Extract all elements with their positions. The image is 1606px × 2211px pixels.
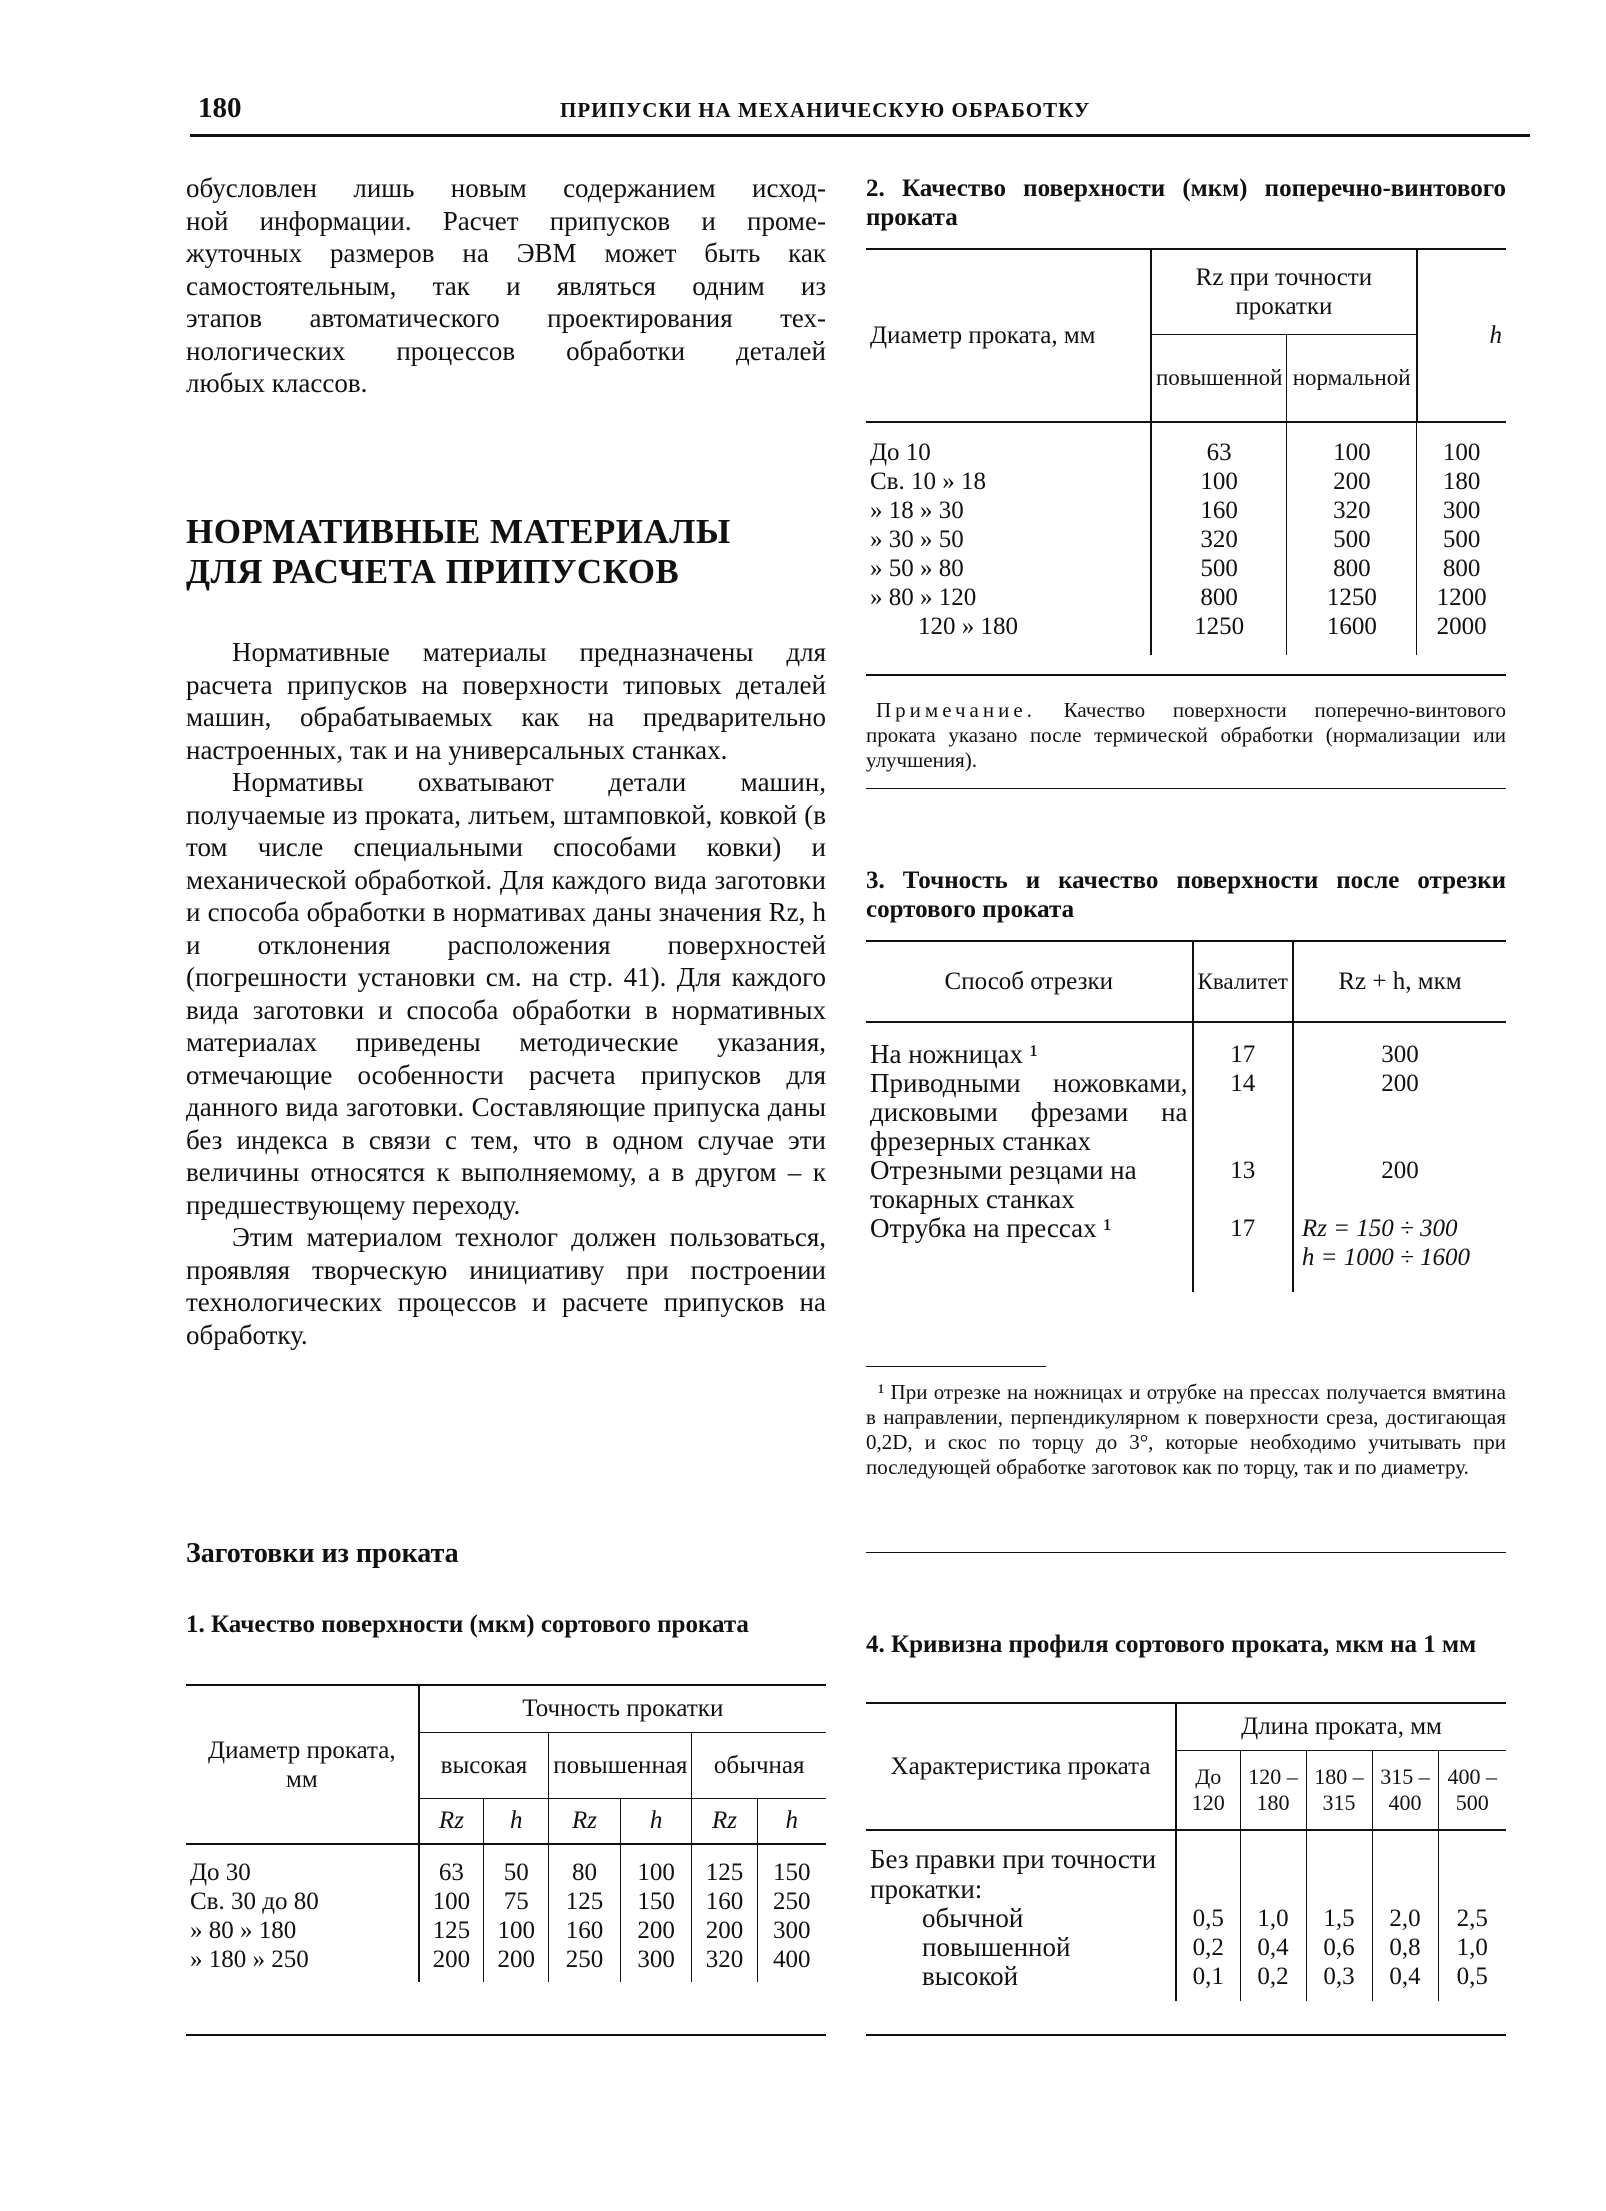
intro-line: самостоятельным, так и являться одним из: [186, 270, 826, 301]
table3-cell: На ножницах ¹: [870, 1039, 1038, 1069]
note-rule: [866, 788, 1506, 789]
table2-cell: 800: [1287, 554, 1417, 583]
table-row: [866, 1904, 1506, 1933]
table2-cell: 500: [1417, 525, 1506, 554]
paragraph: Этим материалом технолог должен пользоваться, проявляя творческую инициативу при построении технологических процессов и расчете припусков на обработку.: [186, 1222, 826, 1350]
table2-cell: До 10: [870, 439, 931, 466]
table1-cell: » 80 » 180: [190, 1917, 297, 1944]
table2-cell: 500: [1287, 525, 1417, 554]
table2-cell: 800: [1417, 554, 1506, 583]
intro-line: этапов автоматического проектирования тех-: [186, 303, 826, 333]
table4-col: 180 – 315: [1306, 1750, 1372, 1830]
table1-bottom-rule: [186, 2034, 826, 2036]
table4-bottom-rule: [866, 2034, 1506, 2036]
table-row: [866, 1040, 1506, 1069]
table3-cell: 17: [1193, 1214, 1293, 1292]
table2-cell: » 30 » 50: [870, 526, 964, 553]
table3-col-rz: Rz + h, мкм: [1293, 942, 1506, 1022]
table2-cell: Св. 10 » 18: [870, 468, 986, 495]
table4-cell: 2,0: [1372, 1904, 1438, 1933]
table-row: [186, 1858, 826, 1887]
table4-cell: повышенной: [922, 1932, 1071, 1962]
table1-rz: Rz: [692, 1798, 757, 1844]
table1-rz: Rz: [419, 1798, 484, 1844]
table1-cell: 200: [692, 1916, 757, 1945]
table3-footnote: ¹ При отрезке на ножницах и отрубке на прессах получается вмятина в направлении, перпендикулярном к поверхности среза, достигающая 0,2D, и скос по торцу до 3°, которые необходимо учитывать при последующей обработке заготовок как по торцу, так и по диаметру.: [866, 1380, 1506, 1479]
table4-cell: 0,2: [1240, 1962, 1306, 2001]
table-row: [186, 1887, 826, 1916]
table1-cell: До 30: [190, 1859, 251, 1886]
table2-cell: 1600: [1287, 612, 1417, 655]
table2-col-diam: Диаметр проката, мм: [866, 250, 1151, 422]
note-text: Качество поверхности поперечно-винтового проката указано после термической обработки (нормализации или улучшения).: [866, 698, 1506, 772]
table4: [866, 1704, 1506, 2001]
table1-cell: 250: [757, 1887, 826, 1916]
table-row: [866, 525, 1506, 554]
table2-cell: » 80 » 120: [870, 584, 977, 611]
intro-line: нологических процессов обработки деталей: [186, 335, 826, 366]
table2-cell: 63: [1151, 438, 1287, 467]
table2-sub: нормальной: [1287, 334, 1417, 422]
table3-cell: 13: [1193, 1156, 1293, 1214]
table4-col: 120 – 180: [1240, 1750, 1306, 1830]
table3-cell: 17: [1193, 1040, 1293, 1069]
intro-line: жуточных размеров на ЭВМ может быть как: [186, 238, 826, 268]
table-row: [866, 1962, 1506, 2001]
note-label: Примечание.: [876, 698, 1036, 722]
table1-cell: 125: [419, 1916, 484, 1945]
table2-cell: 180: [1417, 467, 1506, 496]
table1-cell: 300: [620, 1945, 692, 1982]
table3-cell: 300: [1293, 1040, 1506, 1069]
table2-sub: повышенной: [1151, 334, 1287, 422]
intro-paragraph: [186, 172, 826, 400]
running-title: ПРИПУСКИ НА МЕХАНИЧЕСКУЮ ОБРАБОТКУ: [560, 98, 1091, 122]
table4-col: 400 – 500: [1438, 1750, 1506, 1830]
paragraph: Нормативы охватывают детали машин, получаемые из проката, литьем, штамповкой, ковкой (в том числе специальными способами ковки) и механической обработкой. Для каждого вида заготовки и способа обработки в нормативах даны значения Rz, h и отклонения расположения поверхностей (погрешности установки см. на стр. 41). Для каждого вида заготовки и способа обработки в нормативных материалах приведены методические указания, отмечающие особенности расчета припусков для данного вида заготовки. Составляющие припуска даны без индекса в связи с тем, что в одном случае эти величины относятся к выполняемому, а в другом – к предшествующему переходу.: [186, 767, 826, 1220]
table3-caption: 3. Точность и качество поверхности после отрезки сортового проката: [866, 867, 1506, 923]
table1-cell: Св. 30 до 80: [190, 1888, 319, 1915]
table4-cell: 0,1: [1176, 1962, 1240, 2001]
table2-cell: 1200: [1417, 583, 1506, 612]
intro-line: обусловлен лишь новым содержанием исход-: [186, 173, 826, 203]
table-row: [866, 467, 1506, 496]
table1-sub: повышенная: [549, 1732, 692, 1798]
table4-cell: 0,4: [1372, 1962, 1438, 2001]
table1-h: h: [620, 1798, 692, 1844]
table2-cell: 1250: [1287, 583, 1417, 612]
page-number: 180: [198, 92, 242, 124]
table3-cell: 200: [1293, 1156, 1506, 1214]
footnote-rule: [866, 1366, 1046, 1367]
table4-col: 315 – 400: [1372, 1750, 1438, 1830]
table1-cell: 200: [484, 1945, 549, 1982]
table1-cell: 150: [620, 1887, 692, 1916]
table3-col-method: Способ отрезки: [866, 942, 1193, 1022]
table2: [866, 250, 1506, 655]
table2-cell: 320: [1151, 525, 1287, 554]
h-range: h = 1000 ÷ 1600: [1301, 1244, 1471, 1271]
table-row: [866, 1933, 1506, 1962]
table1-cell: 75: [484, 1887, 549, 1916]
table-row: [866, 554, 1506, 583]
table2-cell: 300: [1417, 496, 1506, 525]
table1-cell: 150: [757, 1858, 826, 1887]
table2-h: h: [1417, 250, 1506, 422]
table4-caption: 4. Кривизна профиля сортового проката, мкм на 1 мм: [866, 1631, 1477, 1658]
table2-cell: » 18 » 30: [870, 497, 964, 524]
table1-sub: высокая: [419, 1732, 549, 1798]
table1-cell: 125: [549, 1887, 621, 1916]
table4-cell: высокой: [922, 1961, 1019, 1991]
table1-cell: » 180 » 250: [190, 1946, 309, 1973]
table1-cell: 400: [757, 1945, 826, 1982]
table3-cell: [1293, 1214, 1506, 1292]
table1-cell: 100: [419, 1887, 484, 1916]
table1-cell: 200: [419, 1945, 484, 1982]
table-row: [186, 1945, 826, 1982]
rz-range: Rz = 150 ÷ 300: [1301, 1215, 1458, 1242]
table2-bottom-rule: [866, 674, 1506, 676]
table2-cell: 120 » 180: [918, 613, 1018, 640]
table1-cell: 200: [620, 1916, 692, 1945]
table1: [186, 1686, 826, 1982]
table2-cell: 1250: [1151, 612, 1287, 655]
table1-cell: 250: [549, 1945, 621, 1982]
paragraph: Нормативные материалы предназначены для расчета припусков на поверхности типовых деталей машин, обрабатываемых как на предварительно настроенных, так и на универсальных станках.: [186, 637, 826, 765]
table1-col-diam: Диаметр проката, мм: [186, 1686, 419, 1844]
table4-cell: 0,6: [1306, 1933, 1372, 1962]
table1-cell: 80: [549, 1858, 621, 1887]
table4-cell: 1,5: [1306, 1904, 1372, 1933]
footnote-bottom-rule: [866, 1552, 1506, 1553]
table4-cell: 2,5: [1438, 1904, 1506, 1933]
table3-cell: 200: [1293, 1069, 1506, 1156]
table2-cell: 100: [1151, 467, 1287, 496]
table4-cell: 0,2: [1176, 1933, 1240, 1962]
table-row: [866, 1844, 1506, 1904]
table4-cell: 0,3: [1306, 1962, 1372, 2001]
table1-cell: 100: [620, 1858, 692, 1887]
table1-cell: 63: [419, 1858, 484, 1887]
table2-note: [866, 698, 1506, 773]
table1-sub: обычная: [692, 1732, 826, 1798]
table1-h: h: [484, 1798, 549, 1844]
table3-cell: 14: [1193, 1069, 1293, 1156]
table1-cell: 50: [484, 1858, 549, 1887]
intro-line: ной информации. Расчет припусков и проме-: [186, 205, 826, 236]
table2-cell: 2000: [1417, 612, 1506, 655]
table2-cell: » 50 » 80: [870, 555, 964, 582]
table-row: [866, 583, 1506, 612]
table-row: [866, 1214, 1506, 1292]
header-rule: [190, 134, 1530, 137]
table2-cell: 320: [1287, 496, 1417, 525]
table4-group: Длина проката, мм: [1176, 1704, 1506, 1750]
table-row: [866, 612, 1506, 655]
table4-col-char: Характеристика проката: [866, 1704, 1176, 1830]
body-text: [186, 636, 826, 1351]
section-title-line2: ДЛЯ РАСЧЕТА ПРИПУСКОВ: [186, 552, 680, 591]
intro-line: любых классов.: [186, 368, 368, 398]
table1-rz: Rz: [549, 1798, 621, 1844]
table2-caption: 2. Качество поверхности (мкм) поперечно-винтового проката: [866, 175, 1506, 231]
table4-cell: 0,5: [1438, 1962, 1506, 2001]
table4-cell: 1,0: [1240, 1904, 1306, 1933]
table2-group: Rz при точности прокатки: [1151, 250, 1417, 334]
table3-cell: Отрубка на прессах ¹: [870, 1213, 1112, 1243]
table4-cell: 0,4: [1240, 1933, 1306, 1962]
table1-group: Точность прокатки: [419, 1686, 826, 1732]
table1-cell: 160: [692, 1887, 757, 1916]
section-title-line1: НОРМАТИВНЫЕ МАТЕРИАЛЫ: [186, 512, 731, 551]
table1-cell: 100: [484, 1916, 549, 1945]
table1-cell: 125: [692, 1858, 757, 1887]
table1-cell: 320: [692, 1945, 757, 1982]
table1-cell: 160: [549, 1916, 621, 1945]
table4-cell: 1,0: [1438, 1933, 1506, 1962]
table2-cell: 160: [1151, 496, 1287, 525]
table-row: [866, 438, 1506, 467]
subsection-title: Заготовки из проката: [186, 1538, 459, 1569]
table4-cell: обычной: [922, 1903, 1024, 1933]
table-row: [186, 1916, 826, 1945]
table3: [866, 942, 1506, 1292]
table1-cell: 300: [757, 1916, 826, 1945]
table2-cell: 100: [1417, 438, 1506, 467]
table4-cell: 0,8: [1372, 1933, 1438, 1962]
table1-caption: 1. Качество поверхности (мкм) сортового проката: [186, 1611, 749, 1638]
table4-cell: 0,5: [1176, 1904, 1240, 1933]
table4-col: До 120: [1176, 1750, 1240, 1830]
table2-cell: 800: [1151, 583, 1287, 612]
table-row: [866, 1069, 1506, 1156]
table2-cell: 500: [1151, 554, 1287, 583]
table2-cell: 200: [1287, 467, 1417, 496]
table3-col-grade: Квалитет: [1193, 942, 1293, 1022]
table4-row-title: Без правки при точности прокатки:: [870, 1844, 1157, 1904]
table2-cell: 100: [1287, 438, 1417, 467]
table3-cell: Отрезными резцами на токарных станках: [870, 1155, 1137, 1214]
table-row: [866, 496, 1506, 525]
table-row: [866, 1156, 1506, 1214]
table1-h: h: [757, 1798, 826, 1844]
table3-cell: Приводными ножовками, дисковыми фрезами на фрезерных станках: [870, 1068, 1188, 1156]
